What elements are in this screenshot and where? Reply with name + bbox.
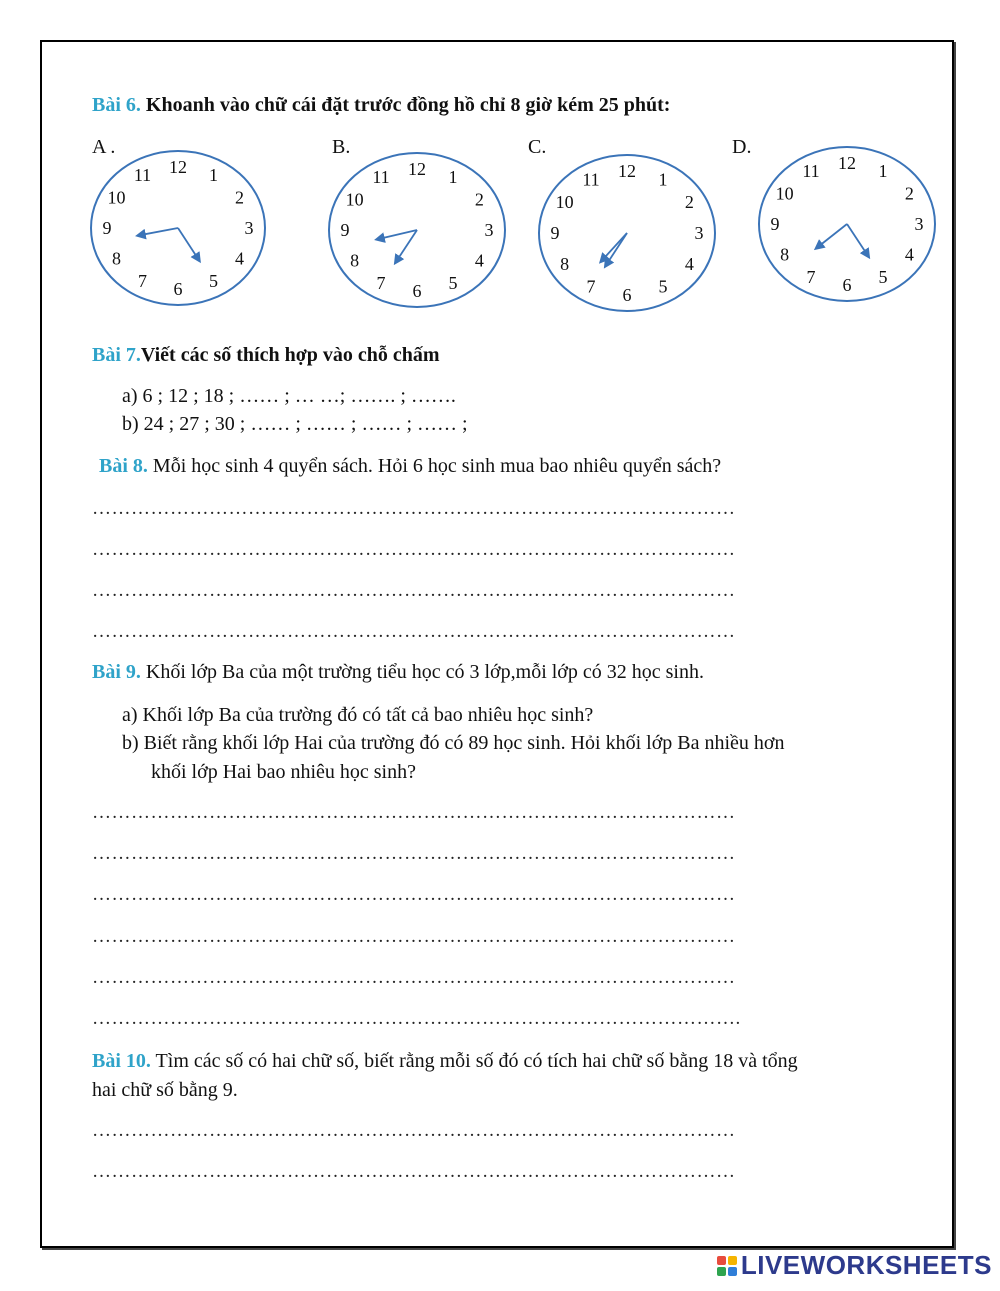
- answer-line[interactable]: ………………………………………………………………………………………: [92, 621, 736, 642]
- answer-line[interactable]: ………………………………………………………………………………………: [92, 967, 736, 988]
- clock-number: 8: [350, 250, 360, 271]
- bai7-heading: [92, 342, 440, 368]
- clock-number: 10: [107, 187, 126, 208]
- clock-number: 11: [802, 161, 820, 182]
- option-d-label[interactable]: D.: [732, 136, 752, 158]
- option-c-label[interactable]: C.: [528, 136, 547, 158]
- answer-line[interactable]: ……………………………………………………………………………………….: [92, 1008, 741, 1029]
- clock-number: 2: [474, 189, 484, 210]
- clock-hour-hand: [816, 224, 847, 249]
- clock-number: 4: [234, 248, 244, 269]
- clock-number: 11: [582, 169, 600, 190]
- clock-number: 4: [474, 250, 484, 271]
- clock-b[interactable]: [326, 150, 508, 310]
- bai8-label: Bài 8.: [99, 455, 148, 477]
- clock-number: 4: [904, 244, 914, 265]
- clock-number: 8: [560, 254, 570, 274]
- clock-number: 3: [484, 220, 494, 240]
- clock-number: 4: [684, 254, 694, 274]
- bai10-text: Tìm các số có hai chữ số, biết rằng mỗi số đó có tích hai chữ số bằng 18 và tổng: [150, 1050, 798, 1072]
- bai9-heading: [92, 659, 704, 685]
- clock-number: 5: [209, 270, 218, 291]
- clock-minute-hand: [605, 233, 627, 267]
- bai10-text-cont: hai chữ số bằng 9.: [92, 1079, 238, 1101]
- clock-number: 10: [345, 189, 364, 210]
- clock-number: 11: [133, 165, 152, 186]
- clock-number: 2: [234, 187, 244, 208]
- clock-number: 5: [658, 276, 668, 297]
- clock-number: 8: [780, 244, 790, 265]
- clock-number: 12: [408, 159, 426, 179]
- bai8-heading: [99, 453, 721, 479]
- clock-number: 5: [448, 272, 458, 293]
- bai7-label: Bài 7.: [92, 344, 141, 366]
- clock-d[interactable]: [756, 144, 938, 304]
- clock-minute-hand: [178, 228, 200, 261]
- option-a-label[interactable]: A .: [92, 136, 116, 158]
- logo-square: [717, 1256, 726, 1265]
- bai7-line-a[interactable]: a) 6 ; 12 ; 18 ; …… ; … …; ……. ; …….: [122, 385, 456, 407]
- clock-number: 6: [412, 281, 422, 301]
- bai9-question-b-cont: khối lớp Hai bao nhiêu học sinh?: [151, 761, 416, 783]
- clock-number: 7: [586, 276, 596, 297]
- clock-hour-hand: [137, 228, 178, 236]
- clock-a[interactable]: [88, 148, 268, 308]
- clock-number: 2: [684, 192, 694, 212]
- clock-number: 1: [448, 167, 458, 188]
- clock-hour-hand: [600, 233, 627, 262]
- answer-line[interactable]: ………………………………………………………………………………………: [92, 884, 736, 905]
- clock-number: 9: [770, 214, 780, 234]
- brand-name: LIVEWORKSHEETS: [740, 1250, 992, 1280]
- clock-number: 8: [112, 248, 122, 269]
- clock-number: 7: [376, 272, 386, 293]
- clock-number: 12: [838, 153, 856, 173]
- answer-line[interactable]: ………………………………………………………………………………………: [92, 1120, 736, 1141]
- clock-number: 10: [555, 192, 574, 212]
- clock-number: 5: [878, 266, 888, 287]
- clock-number: 11: [372, 167, 390, 188]
- clock-number: 1: [209, 165, 218, 186]
- clock-number: 3: [914, 214, 924, 234]
- clock-number: 3: [694, 223, 704, 243]
- bai6-text: Khoanh vào chữ cái đặt trước đồng hồ chỉ 8 giờ kém 25 phút:: [140, 94, 671, 116]
- bai9-question-b: b) Biết rằng khối lớp Hai của trường đó có 89 học sinh. Hỏi khối lớp Ba nhiều hơn: [122, 732, 785, 754]
- bai6-heading: [92, 92, 670, 118]
- bai9-label: Bài 9.: [92, 661, 141, 683]
- bai6-label: Bài 6.: [92, 94, 141, 116]
- logo-square: [717, 1267, 726, 1276]
- clock-number: 9: [340, 220, 350, 240]
- answer-line[interactable]: ………………………………………………………………………………………: [92, 1161, 736, 1182]
- answer-line[interactable]: ………………………………………………………………………………………: [92, 926, 736, 947]
- bai9-text: Khối lớp Ba của một trường tiểu học có 3 lớp,mỗi lớp có 32 học sinh.: [140, 661, 704, 683]
- answer-line[interactable]: ………………………………………………………………………………………: [92, 580, 736, 601]
- bai7-line-b[interactable]: b) 24 ; 27 ; 30 ; …… ; …… ; …… ; …… ;: [122, 413, 468, 435]
- clock-number: 7: [806, 266, 816, 287]
- clock-number: 6: [173, 279, 183, 299]
- logo-square: [728, 1256, 737, 1265]
- clock-minute-hand: [847, 224, 869, 257]
- clock-number: 2: [904, 183, 914, 204]
- answer-line[interactable]: ………………………………………………………………………………………: [92, 802, 736, 823]
- clock-number: 9: [102, 218, 112, 238]
- clock-c[interactable]: [536, 152, 718, 314]
- clock-number: 12: [618, 161, 636, 181]
- clock-number: 1: [658, 169, 668, 190]
- bai8-text: Mỗi học sinh 4 quyển sách. Hỏi 6 học sinh mua bao nhiêu quyển sách?: [147, 455, 722, 477]
- liveworksheets-logo: [717, 1250, 992, 1281]
- clock-number: 12: [169, 157, 187, 177]
- answer-line[interactable]: ………………………………………………………………………………………: [92, 539, 736, 560]
- answer-line[interactable]: ………………………………………………………………………………………: [92, 843, 736, 864]
- clock-number: 6: [842, 275, 852, 295]
- clock-number: 10: [775, 183, 794, 204]
- liveworksheets-icon: [717, 1256, 737, 1276]
- bai10-heading: [92, 1048, 798, 1074]
- answer-line[interactable]: ………………………………………………………………………………………: [92, 498, 736, 519]
- clock-number: 9: [550, 223, 560, 243]
- bai9-question-a: a) Khối lớp Ba của trường đó có tất cả bao nhiêu học sinh?: [122, 704, 594, 726]
- bai7-text: Viết các số thích hợp vào chỗ chấm: [140, 344, 440, 366]
- clock-number: 3: [244, 218, 254, 238]
- bai10-label: Bài 10.: [92, 1050, 151, 1072]
- clock-number: 7: [138, 270, 147, 291]
- logo-square: [728, 1267, 737, 1276]
- option-b-label[interactable]: B.: [332, 136, 351, 158]
- clock-number: 6: [622, 285, 632, 305]
- clock-number: 1: [878, 161, 888, 182]
